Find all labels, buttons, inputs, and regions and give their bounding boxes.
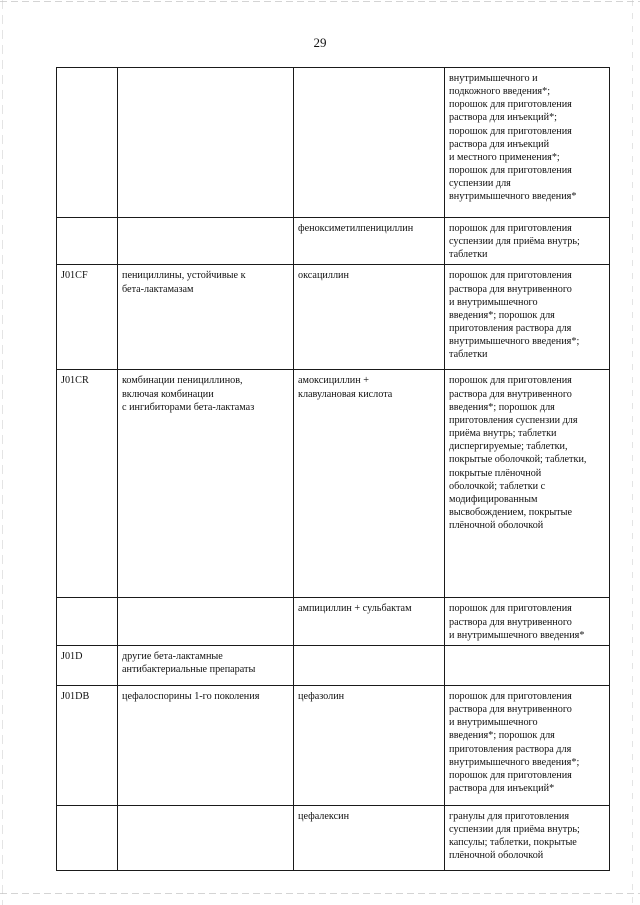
pharmacological-group-cell xyxy=(118,645,294,685)
cell-text-line: раствора для инъекций xyxy=(449,138,550,150)
cell-text-line: приготовления суспензии для xyxy=(449,414,578,426)
cell-text-line: порошок для приготовления xyxy=(449,99,572,111)
dosage-forms-cell xyxy=(445,68,610,218)
cell-text-line: оболочкой; таблетки с xyxy=(449,480,546,492)
cell-text-line: антибактериальные препараты xyxy=(122,664,256,676)
table-row xyxy=(57,645,610,685)
cell-text-line: внутримышечного введения*; xyxy=(449,756,580,768)
cell-text-line: амоксициллин + xyxy=(298,375,369,387)
drug-name-cell xyxy=(294,218,445,265)
table-row xyxy=(57,598,610,645)
atc-code-cell xyxy=(57,370,118,598)
cell-text-line: и местного применения*; xyxy=(449,151,560,163)
cell-text-line: раствора для внутривенного xyxy=(449,704,572,716)
cell-text-line: диспергируемые; таблетки, xyxy=(449,441,568,453)
cell-text-line: включая комбинации xyxy=(122,388,214,400)
pharmacological-group-cell xyxy=(118,68,294,218)
cell-text-line: цефалексин xyxy=(298,810,350,822)
dosage-forms-cell xyxy=(445,598,610,645)
scan-edge-right xyxy=(632,0,633,905)
cell-text-line: введения*; порошок для xyxy=(449,730,555,742)
cell-text-line: клавулановая кислота xyxy=(298,388,393,400)
cell-text-line: порошок для приготовления xyxy=(449,165,572,177)
cell-text-line: цефазолин xyxy=(298,690,345,702)
drug-name-cell xyxy=(294,645,445,685)
cell-text-line: внутримышечного введения*; xyxy=(449,336,580,348)
cell-text-line: с ингибиторами бета-лактамаз xyxy=(122,401,255,413)
cell-text-line: внутримышечного введения* xyxy=(449,191,577,203)
cell-text-line: внутримышечного и xyxy=(449,73,538,84)
cell-text-line: капсулы; таблетки, покрытые xyxy=(449,837,577,849)
cell-text-line: таблетки xyxy=(449,249,488,261)
cell-text-line: и внутримышечного xyxy=(449,296,538,308)
pharmacological-group-cell xyxy=(118,218,294,265)
cell-text-line: порошок для приготовления xyxy=(449,690,572,702)
cell-text-line: плёночной оболочкой xyxy=(449,520,544,532)
dosage-forms-cell xyxy=(445,645,610,685)
table-row xyxy=(57,370,610,598)
pharmacological-group-cell xyxy=(118,685,294,805)
cell-text-line: другие бета-лактамные xyxy=(122,650,223,662)
dosage-forms-cell xyxy=(445,805,610,870)
pharmacological-group-cell xyxy=(118,598,294,645)
atc-code-cell xyxy=(57,805,118,870)
dosage-forms-cell xyxy=(445,218,610,265)
drug-name-cell xyxy=(294,370,445,598)
cell-text-line: J01CR xyxy=(61,375,89,387)
cell-text-line: J01CF xyxy=(61,270,88,282)
cell-text-line: порошок для приготовления xyxy=(449,375,572,387)
table-row xyxy=(57,218,610,265)
scan-edge-left xyxy=(2,0,3,905)
pharmacological-group-cell xyxy=(118,370,294,598)
table-row xyxy=(57,68,610,218)
cell-text-line: порошок для приготовления xyxy=(449,223,572,234)
cell-text-line: приёма внутрь; таблетки xyxy=(449,428,557,440)
cell-text-line: J01DB xyxy=(61,690,90,702)
cell-text-line: феноксиметилпенициллин xyxy=(298,223,414,234)
cell-text-line: и внутримышечного xyxy=(449,717,538,729)
cell-text-line: пенициллины, устойчивые к xyxy=(122,270,246,282)
cell-text-line: гранулы для приготовления xyxy=(449,810,570,822)
pharmacological-group-cell xyxy=(118,805,294,870)
page-number: 29 xyxy=(313,35,327,50)
cell-text-line: введения*; порошок для xyxy=(449,401,555,413)
cell-text-line: раствора для внутривенного xyxy=(449,616,572,628)
medication-table xyxy=(56,67,610,871)
dosage-forms-cell xyxy=(445,265,610,370)
cell-text-line: раствора для инъекций* xyxy=(449,783,555,795)
drug-name-cell xyxy=(294,685,445,805)
medication-table-body xyxy=(57,68,610,871)
cell-text-line: ампициллин + сульбактам xyxy=(298,603,412,615)
dosage-forms-cell xyxy=(445,370,610,598)
cell-text-line: суспензии для приёма внутрь; xyxy=(449,236,580,248)
cell-text-line: покрытые плёночной xyxy=(449,467,542,479)
drug-name-cell xyxy=(294,265,445,370)
cell-text-line: приготовления раствора для xyxy=(449,323,572,335)
cell-text-line: плёночной оболочкой xyxy=(449,850,544,862)
pharmacological-group-cell xyxy=(118,265,294,370)
cell-text-line: высвобождением, покрытые xyxy=(449,507,572,519)
cell-text-line: порошок для приготовления xyxy=(449,125,572,137)
scan-edge-top xyxy=(0,1,640,2)
cell-text-line: комбинации пенициллинов, xyxy=(122,375,243,387)
atc-code-cell xyxy=(57,218,118,265)
cell-text-line: раствора для инъекций*; xyxy=(449,112,558,124)
cell-text-line: суспензии для xyxy=(449,178,511,190)
atc-code-cell xyxy=(57,645,118,685)
atc-code-cell xyxy=(57,685,118,805)
cell-text-line: бета-лактамазам xyxy=(122,283,194,295)
cell-text-line: таблетки xyxy=(449,349,488,361)
dosage-forms-cell xyxy=(445,685,610,805)
atc-code-cell xyxy=(57,598,118,645)
cell-text-line: модифицированным xyxy=(449,493,538,505)
cell-text-line: суспензии для приёма внутрь; xyxy=(449,824,580,836)
cell-text-line: и внутримышечного введения* xyxy=(449,629,585,641)
drug-name-cell xyxy=(294,68,445,218)
atc-code-cell xyxy=(57,265,118,370)
table-row xyxy=(57,265,610,370)
cell-text-line: порошок для приготовления xyxy=(449,769,572,781)
table-row xyxy=(57,805,610,870)
cell-text-line: оксациллин xyxy=(298,270,349,282)
cell-text-line: раствора для внутривенного xyxy=(449,283,572,295)
cell-text-line: приготовления раствора для xyxy=(449,743,572,755)
table-row xyxy=(57,685,610,805)
cell-text-line: цефалоспорины 1-го поколения xyxy=(122,690,260,702)
atc-code-cell xyxy=(57,68,118,218)
cell-text-line: порошок для приготовления xyxy=(449,270,572,282)
cell-text-line: покрытые оболочкой; таблетки, xyxy=(449,454,587,466)
cell-text-line: подкожного введения*; xyxy=(449,86,551,98)
scan-edge-bottom xyxy=(0,893,640,894)
cell-text-line: порошок для приготовления xyxy=(449,603,572,615)
cell-text-line: введения*; порошок для xyxy=(449,309,555,321)
cell-text-line: раствора для внутривенного xyxy=(449,388,572,400)
drug-name-cell xyxy=(294,598,445,645)
cell-text-line: J01D xyxy=(61,650,83,662)
drug-name-cell xyxy=(294,805,445,870)
